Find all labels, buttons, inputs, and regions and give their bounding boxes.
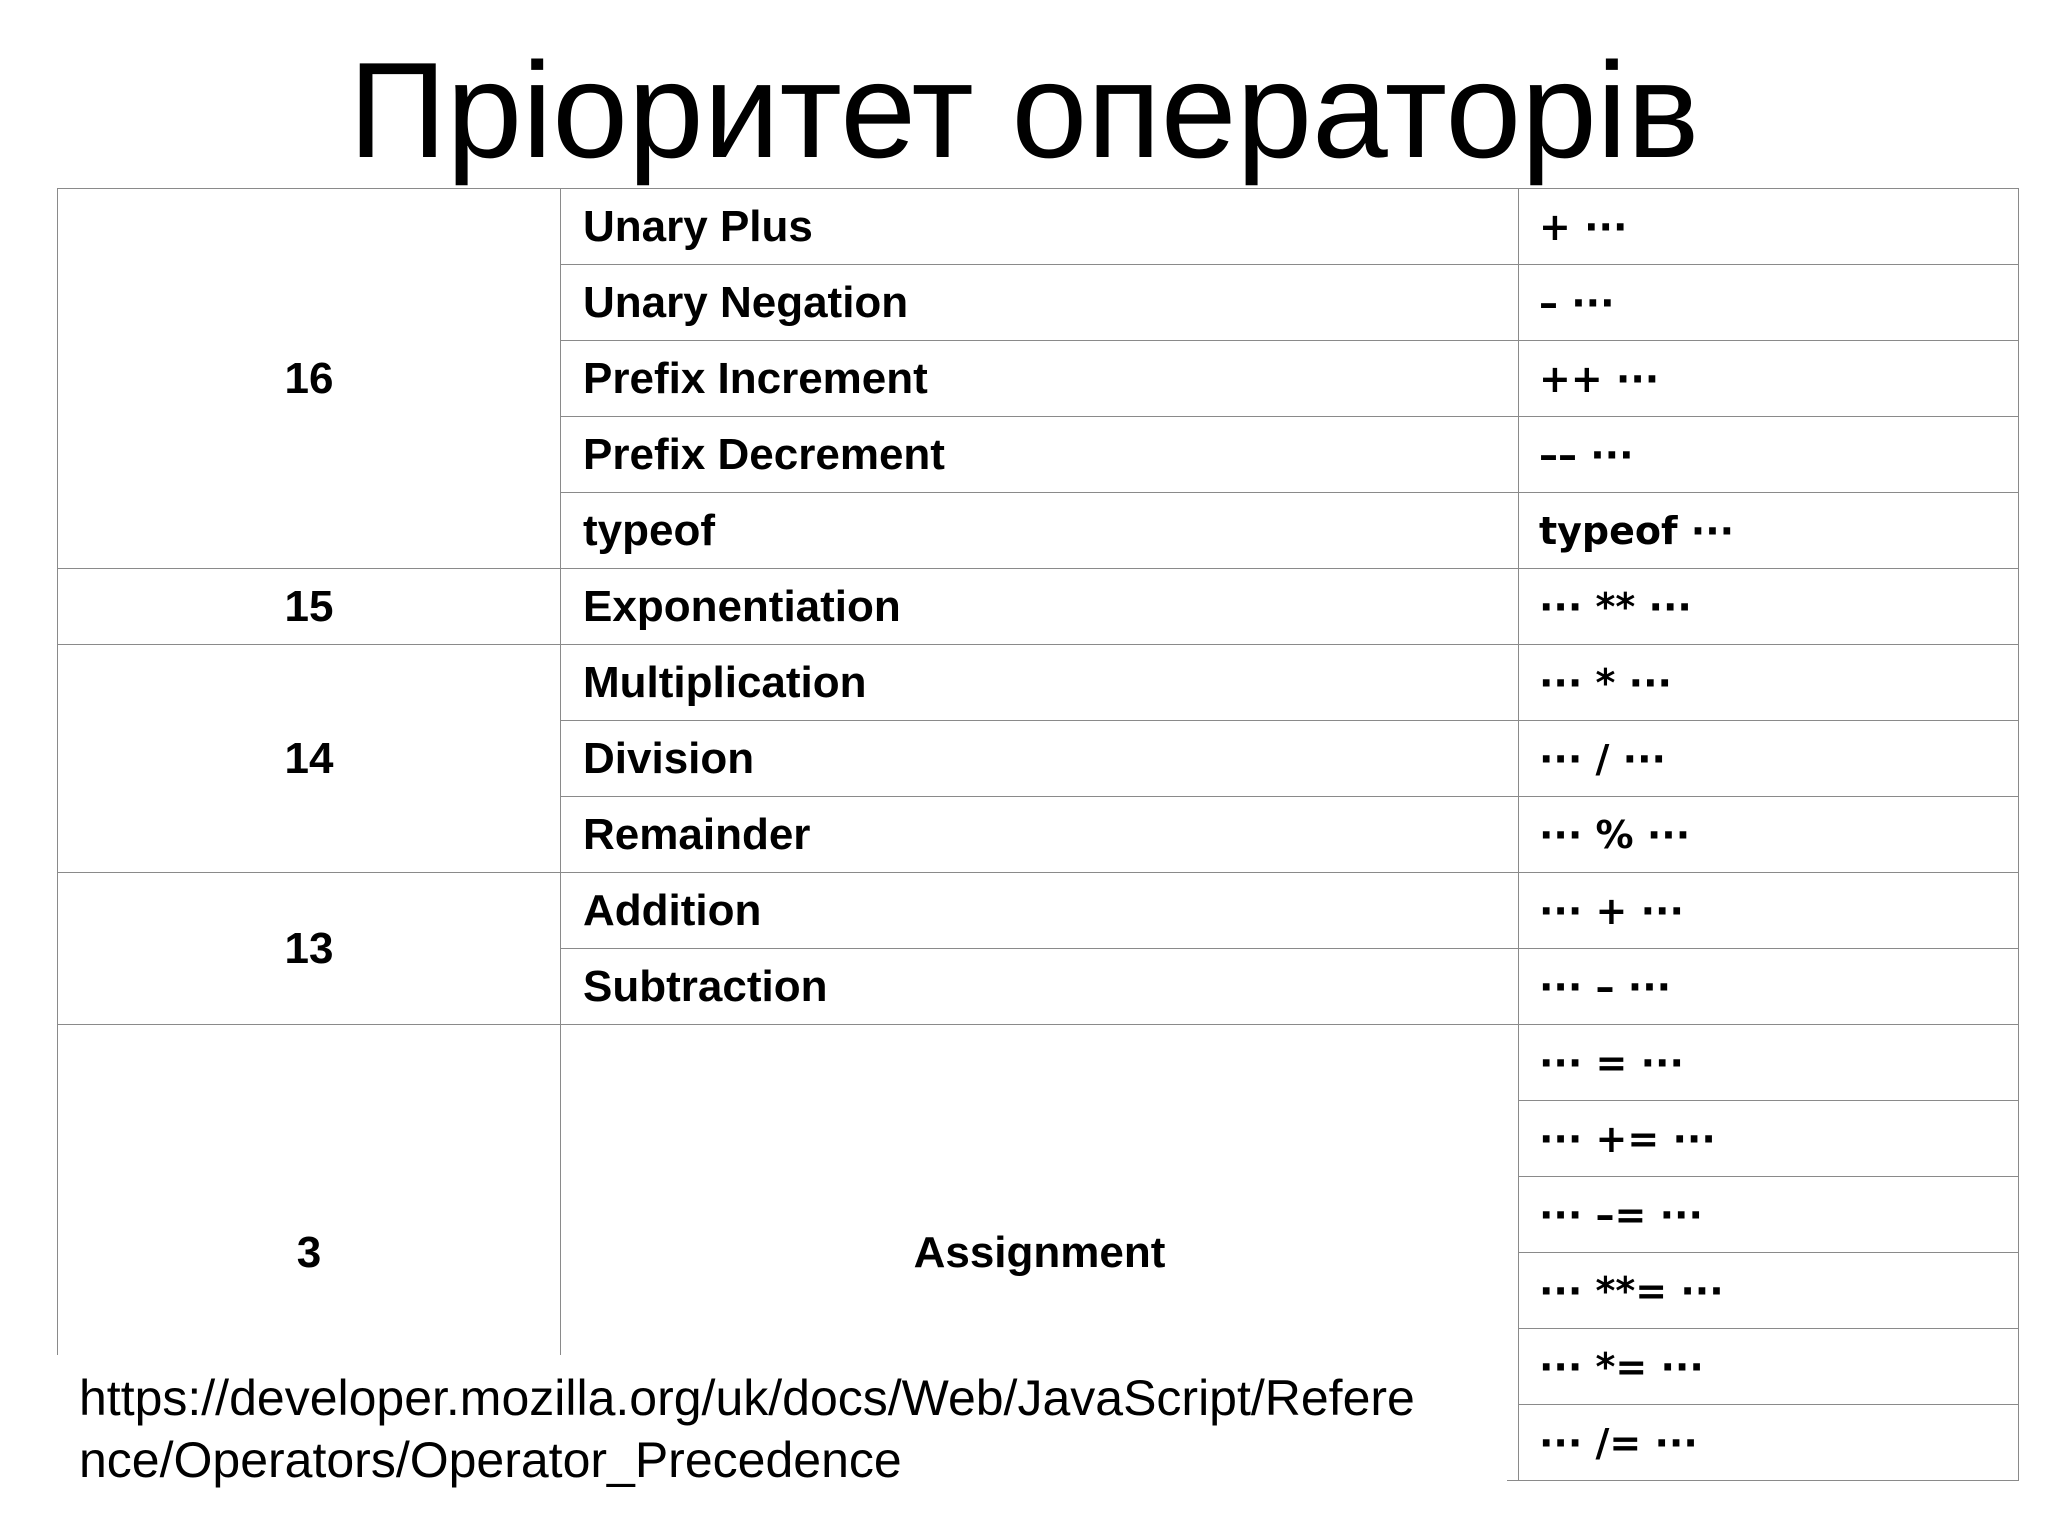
source-url-line-1[interactable]: https://developer.mozilla.org/uk/docs/Web/JavaScript/Refere <box>79 1370 1415 1426</box>
operator-syntax: –– ··· <box>1519 417 2019 493</box>
operator-name: Unary Plus <box>561 189 1519 265</box>
operator-syntax: ··· += ··· <box>1519 1101 2019 1177</box>
operator-name: typeof <box>561 493 1519 569</box>
operator-name: Assignment <box>561 1025 1519 1481</box>
operator-name: Remainder <box>561 797 1519 873</box>
operator-name: Prefix Increment <box>561 341 1519 417</box>
operator-name: Unary Negation <box>561 265 1519 341</box>
operator-name: Division <box>561 721 1519 797</box>
precedence-level: 13 <box>58 873 561 1025</box>
operator-name: Addition <box>561 873 1519 949</box>
operator-syntax: + ··· <box>1519 189 2019 265</box>
precedence-level: 3 <box>58 1025 561 1481</box>
table-row <box>58 645 2019 721</box>
precedence-level: 15 <box>58 569 561 645</box>
table-row <box>58 1025 2019 1101</box>
operator-syntax: – ··· <box>1519 265 2019 341</box>
table-row <box>58 569 2019 645</box>
precedence-level: 14 <box>58 645 561 873</box>
operator-syntax: ··· –= ··· <box>1519 1177 2019 1253</box>
operator-syntax: ++ ··· <box>1519 341 2019 417</box>
operator-syntax: ··· = ··· <box>1519 1025 2019 1101</box>
table-row <box>58 873 2019 949</box>
operator-syntax: ··· / ··· <box>1519 721 2019 797</box>
operator-syntax: typeof ··· <box>1519 493 2019 569</box>
operator-syntax: ··· /= ··· <box>1519 1405 2019 1481</box>
source-url-line-2[interactable]: nce/Operators/Operator_Precedence <box>79 1432 902 1488</box>
operator-syntax: ··· + ··· <box>1519 873 2019 949</box>
operator-syntax: ··· % ··· <box>1519 797 2019 873</box>
precedence-level: 16 <box>58 189 561 569</box>
slide-title: Пріоритет операторів <box>348 34 1700 186</box>
operator-name: Prefix Decrement <box>561 417 1519 493</box>
operator-syntax: ··· **= ··· <box>1519 1253 2019 1329</box>
operator-name: Exponentiation <box>561 569 1519 645</box>
operator-syntax: ··· ** ··· <box>1519 569 2019 645</box>
operator-syntax: ··· * ··· <box>1519 645 2019 721</box>
operator-syntax: ··· *= ··· <box>1519 1329 2019 1405</box>
operator-syntax: ··· – ··· <box>1519 949 2019 1025</box>
operator-name: Subtraction <box>561 949 1519 1025</box>
operator-name: Multiplication <box>561 645 1519 721</box>
table-row <box>58 189 2019 265</box>
source-url-note[interactable] <box>57 1355 1507 1490</box>
operator-precedence-table <box>57 188 2019 1481</box>
